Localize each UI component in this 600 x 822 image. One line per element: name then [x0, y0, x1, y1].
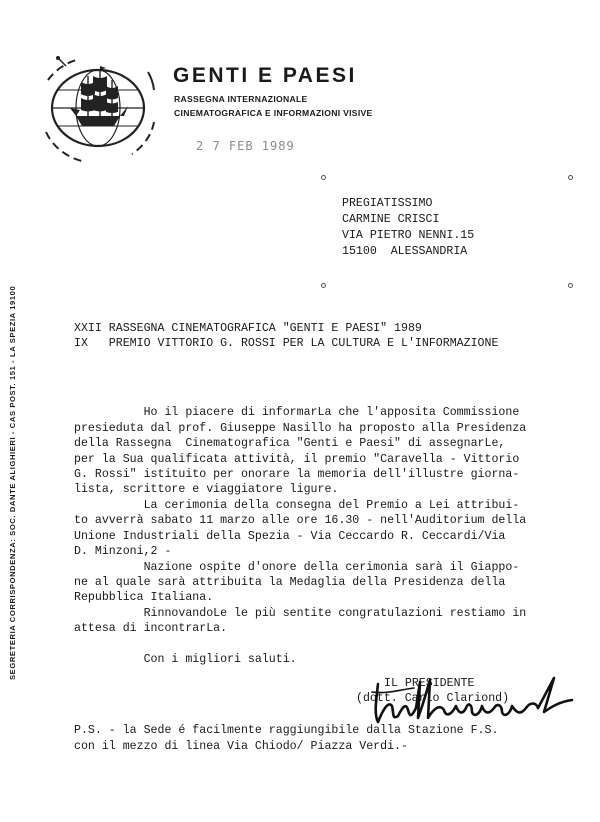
- body-line: lista, scrittore e viaggiatore ligure.: [74, 483, 339, 496]
- body-line: G. Rossi" istituito per onorare la memoria dell'illustre giorna-: [74, 468, 520, 481]
- punch-hole-mark: [321, 175, 326, 180]
- received-date-stamp: 2 7 FEB 1989: [196, 139, 295, 153]
- body-line: D. Minzoni,2 -: [74, 545, 172, 558]
- organization-name: GENTI E PAESI: [173, 64, 357, 87]
- closing-greeting: Con i migliori saluti.: [74, 653, 297, 666]
- body-line: presieduta dal prof. Giuseppe Nasillo ha proposto alla Presidenza: [74, 422, 527, 435]
- body-line: La cerimonia della consegna del Premio a Lei attribui-: [74, 499, 520, 512]
- caravel-ship-globe-icon: [36, 50, 166, 170]
- recipient-city: 15100 ALESSANDRIA: [342, 245, 468, 258]
- sidebar-correspondence-address: SEGRETERIA CORRISPONDENZA: SOC. DANTE ALIGHIERI - CAS POST. 151 - LA SPEZIA 19100: [8, 285, 17, 680]
- punch-hole-mark: [568, 175, 573, 180]
- body-line: attesa di incontrarLa.: [74, 622, 228, 635]
- signatory-title: IL PRESIDENTE: [384, 677, 475, 690]
- organization-subtitle-line2: CINEMATOGRAFICA E INFORMAZIONI VISIVE: [174, 108, 373, 118]
- punch-hole-mark: [321, 283, 326, 288]
- postscript-line: P.S. - la Sede é facilmente raggiungibile dalla Stazione F.S.: [74, 724, 499, 737]
- body-line: Nazione ospite d'onore della cerimonia sarà il Giappo-: [74, 561, 520, 574]
- body-line: della Rassegna Cinematografica "Genti e Paesi" di assegnarLe,: [74, 437, 506, 450]
- signatory-name: (dott. Carlo Clariond): [356, 692, 510, 705]
- recipient-salutation: PREGIATISSIMO: [342, 197, 433, 210]
- body-line: ne al quale sarà attribuita la Medaglia della Presidenza della: [74, 576, 506, 589]
- postscript-line: con il mezzo di linea Via Chiodo/ Piazza Verdi.-: [74, 740, 408, 753]
- recipient-street: VIA PIETRO NENNI.15: [342, 229, 475, 242]
- body-line: Ho il piacere di informarLa che l'apposita Commissione: [74, 406, 520, 419]
- body-line: Repubblica Italiana.: [74, 591, 214, 604]
- punch-hole-mark: [568, 283, 573, 288]
- body-line: per la Sua qualificata attività, il premio "Caravella - Vittorio: [74, 453, 520, 466]
- subject-line: IX PREMIO VITTORIO G. ROSSI PER LA CULTURA E L'INFORMAZIONE: [74, 337, 499, 350]
- subject-line: XXII RASSEGNA CINEMATOGRAFICA "GENTI E PAESI" 1989: [74, 322, 422, 335]
- body-line: to avverrà sabato 11 marzo alle ore 16.30 - nell'Auditorium della: [74, 514, 527, 527]
- organization-subtitle-line1: RASSEGNA INTERNAZIONALE: [174, 94, 308, 104]
- recipient-name: CARMINE CRISCI: [342, 213, 440, 226]
- body-line: Unione Industriali della Spezia - Via Ceccardo R. Ceccardi/Via: [74, 530, 506, 543]
- body-line: RinnovandoLe le più sentite congratulazioni restiamo in: [74, 607, 527, 620]
